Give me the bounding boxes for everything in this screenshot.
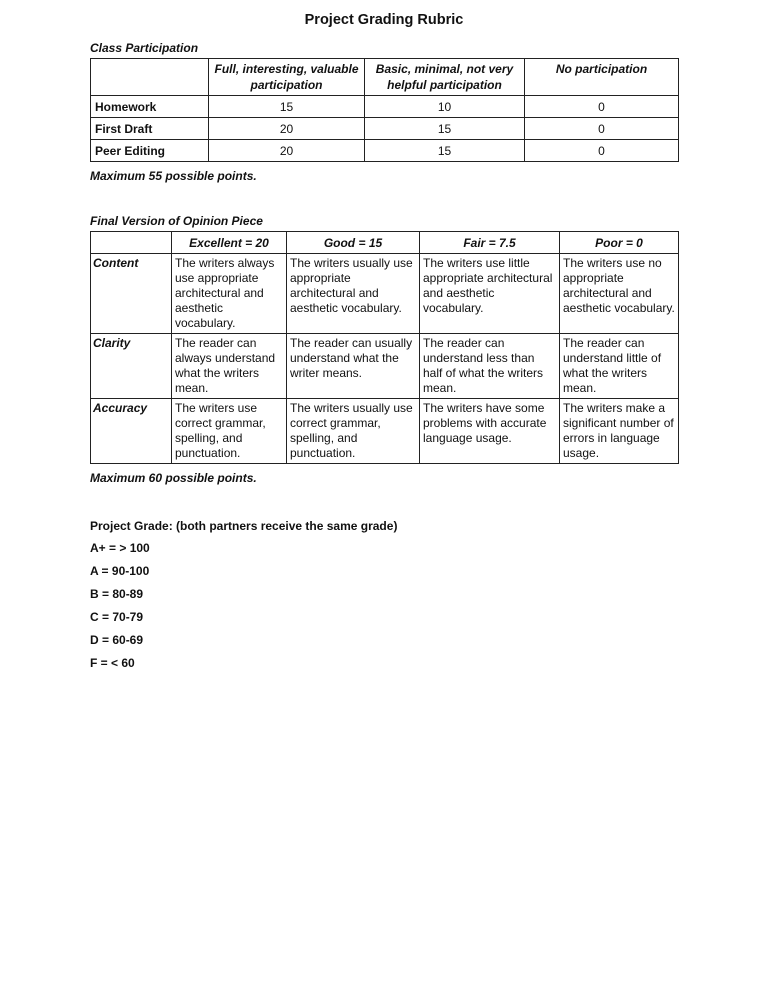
table-cell: The writers use little appropriate architectural and aesthetic vocabulary.: [420, 254, 560, 334]
rubric-page: [90, 12, 678, 679]
table-cell: 20: [209, 118, 365, 140]
table-cell: 15: [365, 118, 525, 140]
final-header-cell: Fair = 7.5: [420, 232, 560, 254]
table-cell: The writers use correct grammar, spelling, and punctuation.: [172, 399, 287, 464]
table-row: [91, 140, 679, 162]
table-cell: The reader can understand little of what the writers mean.: [560, 334, 679, 399]
final-version-table: [90, 231, 679, 464]
row-label: Accuracy: [91, 399, 172, 464]
page-title: Project Grading Rubric: [304, 12, 464, 28]
table-cell: 0: [525, 140, 679, 162]
grade-line: C = 70-79: [90, 610, 144, 624]
row-label: Homework: [91, 96, 209, 118]
grade-line: A+ = > 100: [90, 541, 150, 555]
table-cell: The writers always use appropriate architectural and aesthetic vocabulary.: [172, 254, 287, 334]
final-version-label: Final Version of Opinion Piece: [90, 214, 263, 228]
grade-line: F = < 60: [90, 656, 135, 670]
table-cell: The writers usually use correct grammar, spelling, and punctuation.: [287, 399, 420, 464]
table-cell: The writers have some problems with accurate language usage.: [420, 399, 560, 464]
grade-line: B = 80-89: [90, 587, 144, 601]
table-row: [91, 334, 679, 399]
table-row: [91, 399, 679, 464]
row-label: Clarity: [91, 334, 172, 399]
table-row: [91, 254, 679, 334]
grade-scale: [90, 519, 678, 679]
row-label: Content: [91, 254, 172, 334]
participation-header-cell: [91, 59, 209, 96]
table-cell: 0: [525, 96, 679, 118]
table-cell: The writers use no appropriate architectural and aesthetic vocabulary.: [560, 254, 679, 334]
participation-max-note: Maximum 55 possible points.: [90, 169, 257, 183]
table-cell: 20: [209, 140, 365, 162]
table-cell: 15: [365, 140, 525, 162]
table-cell: The reader can usually understand what the writer means.: [287, 334, 420, 399]
participation-label: Class Participation: [90, 41, 199, 55]
table-cell: 0: [525, 118, 679, 140]
final-header-cell: [91, 232, 172, 254]
row-label: First Draft: [91, 118, 209, 140]
table-row: [91, 118, 679, 140]
table-row: [91, 96, 679, 118]
final-header-cell: Poor = 0: [560, 232, 679, 254]
participation-header-cell: Full, interesting, valuable participation: [209, 59, 365, 96]
final-max-note: Maximum 60 possible points.: [90, 471, 257, 485]
participation-header-cell: Basic, minimal, not very helpful participation: [365, 59, 525, 96]
grade-heading: Project Grade: (both partners receive the same grade): [90, 519, 398, 533]
table-cell: The writers usually use appropriate architectural and aesthetic vocabulary.: [287, 254, 420, 334]
table-cell: 10: [365, 96, 525, 118]
participation-header-row: [91, 59, 679, 96]
row-label: Peer Editing: [91, 140, 209, 162]
table-cell: 15: [209, 96, 365, 118]
grade-line: A = 90-100: [90, 564, 150, 578]
table-cell: The reader can understand less than half of what the writers mean.: [420, 334, 560, 399]
participation-table: [90, 58, 679, 162]
final-header-cell: Excellent = 20: [172, 232, 287, 254]
table-cell: The writers make a significant number of errors in language usage.: [560, 399, 679, 464]
participation-header-cell: No participation: [525, 59, 679, 96]
grade-line: D = 60-69: [90, 633, 144, 647]
table-cell: The reader can always understand what the writers mean.: [172, 334, 287, 399]
final-header-cell: Good = 15: [287, 232, 420, 254]
final-header-row: [91, 232, 679, 254]
